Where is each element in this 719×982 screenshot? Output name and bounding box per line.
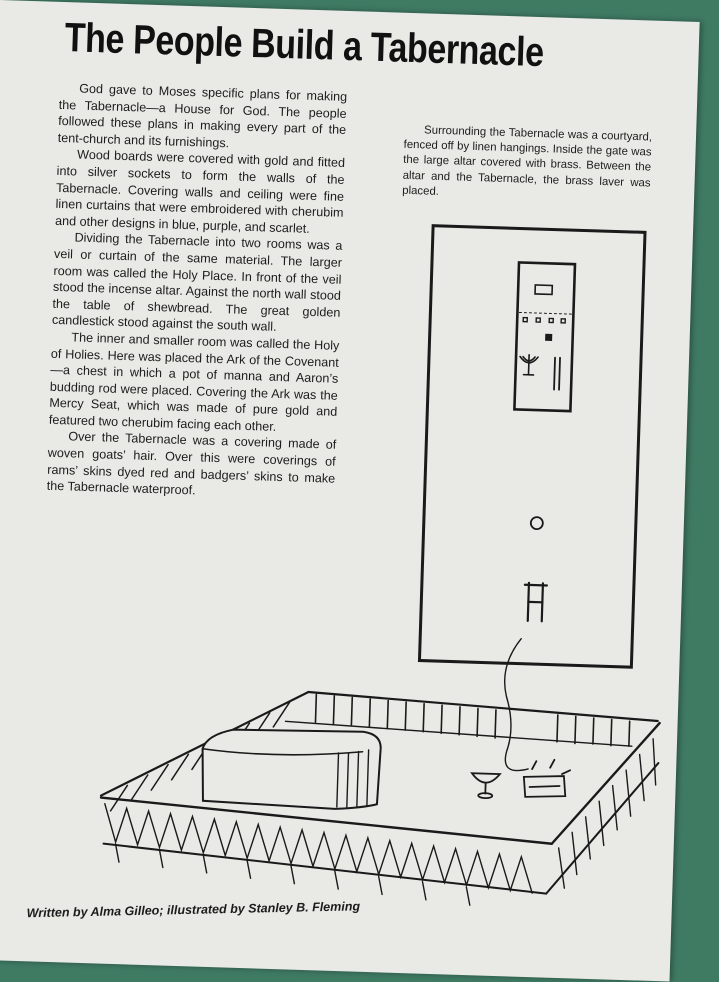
paragraph: Dividing the Tabernacle into two rooms was a veil or curtain of the same material. The larger room was called the Holy Place. In front of the veil stood the incense altar. Against the north wall stood the table of shewbread. The great golden candlestick stood against the south wall. (52, 229, 343, 338)
tabernacle-tent (201, 727, 381, 811)
brass-altar-drawing (523, 759, 570, 798)
floor-plan (419, 226, 645, 667)
paragraph: God gave to Moses specific plans for making the Tabernacle—a House for God. The people followed these plans in making every part of the tent-church and its furnishings. (57, 80, 347, 155)
laver-drawing (471, 773, 500, 798)
altar-symbol (546, 334, 552, 340)
credit-line: Written by Alma Gilleo; illustrated by Stanley B. Fleming (27, 899, 361, 920)
connector-line (502, 638, 532, 771)
paragraph: Surrounding the Tabernacle was a courtyard, fenced off by linen hangings. Inside the gate was the large altar covered with brass. Between the altar and the Tabernacle, the brass laver was placed. (402, 123, 652, 207)
incense-altar-symbols (523, 318, 565, 323)
page-title: The People Build a Tabernacle (64, 14, 544, 76)
paragraph: Wood boards were covered with gold and fitted into silver sockets to form the walls of the Tabernacle. Covering walls and ceiling were fine linen curtains that were embroidered with cherubim and other designs in blue, purple, and scarlet. (55, 146, 345, 238)
candlestick-symbol (519, 355, 538, 376)
courtyard-drawing (98, 686, 660, 911)
table-symbol (554, 358, 560, 390)
veil-line (519, 312, 571, 314)
ark-symbol (535, 285, 552, 295)
laver-symbol (531, 517, 543, 529)
brass-altar-symbol (524, 583, 547, 622)
paragraph: The inner and smaller room was called the Holy of Holies. Here was placed the Ark of the Covenant—a chest in which a pot of manna and Aaron’s budding rod were placed. Covering the Ark was the Mercy Seat, which was made of pure gold and featured two cherubim facing each other. (49, 329, 340, 438)
paragraph: Over the Tabernacle was a covering made of woven goats’ hair. Over this were coverings of rams’ skins dyed red and badgers’ skins to make the Tabernacle waterproof. (46, 428, 336, 503)
